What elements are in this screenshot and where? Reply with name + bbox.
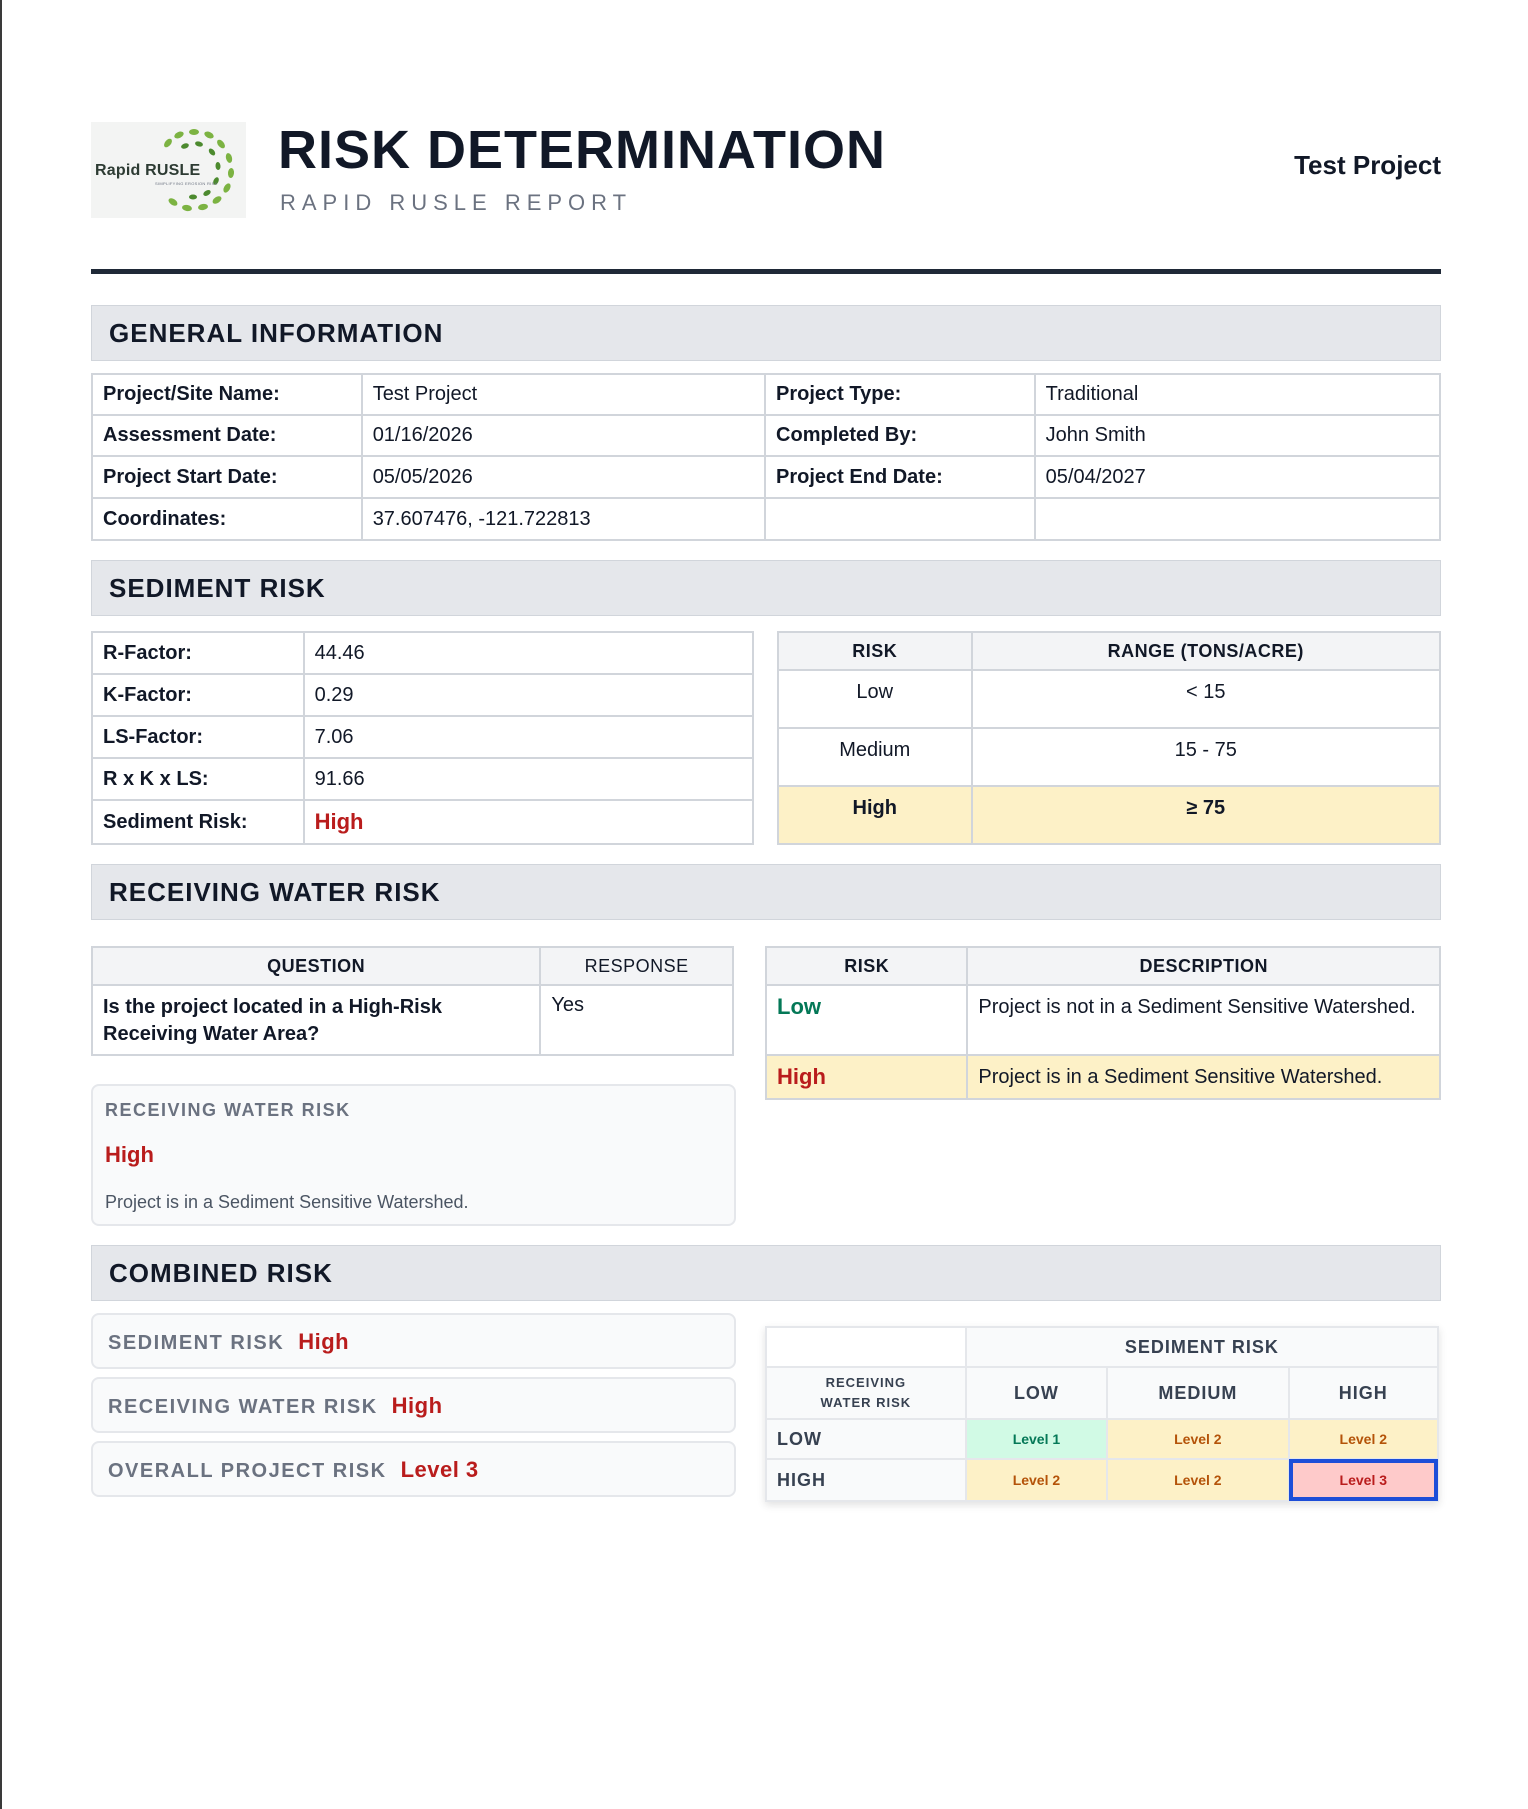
rapid-rusle-logo xyxy=(91,122,246,218)
field-label: Completed By: xyxy=(765,415,1035,456)
section-title: COMBINED RISK xyxy=(109,1258,333,1288)
field-value: John Smith xyxy=(1035,415,1440,456)
matrix-cell-selected: Level 3 xyxy=(1289,1459,1438,1501)
pill-label: OVERALL PROJECT RISK xyxy=(108,1460,387,1482)
pill-label: SEDIMENT RISK xyxy=(108,1332,285,1354)
risk-matrix xyxy=(765,1326,1439,1502)
factor-value: 0.29 xyxy=(304,674,753,716)
section-combined-risk xyxy=(91,1245,1441,1301)
field-value: 37.607476, -121.722813 xyxy=(362,498,765,540)
description-cell: Project is in a Sediment Sensitive Watershed. xyxy=(967,1055,1440,1099)
report-subtitle: RAPID RUSLE REPORT xyxy=(280,190,633,215)
factor-label: Sediment Risk: xyxy=(92,800,304,844)
field-label: Assessment Date: xyxy=(92,415,362,456)
table-row xyxy=(92,758,753,800)
matrix-row xyxy=(766,1459,1438,1501)
matrix-column-header-row xyxy=(766,1367,1438,1419)
matrix-cell: Level 2 xyxy=(1107,1459,1288,1501)
header-divider xyxy=(91,269,1441,274)
column-header: QUESTION xyxy=(92,947,540,985)
card-title: RECEIVING WATER RISK xyxy=(105,1100,351,1120)
range-cell: 15 - 75 xyxy=(972,728,1440,786)
combined-overall-project-risk xyxy=(91,1441,736,1497)
combined-sediment-risk xyxy=(91,1313,736,1369)
table-row-highlighted xyxy=(766,1055,1440,1099)
risk-cell: High xyxy=(766,1055,967,1099)
table-row xyxy=(92,374,1440,415)
range-cell: < 15 xyxy=(972,670,1440,728)
field-value: 05/04/2027 xyxy=(1035,456,1440,498)
field-label: Project/Site Name: xyxy=(92,374,362,415)
risk-cell: Low xyxy=(778,670,972,728)
range-cell: ≥ 75 xyxy=(972,786,1440,844)
card-risk-value: High xyxy=(105,1142,154,1167)
header-project-name: Test Project xyxy=(1294,150,1441,180)
pill-value: Level 3 xyxy=(400,1457,479,1482)
field-label xyxy=(765,498,1035,540)
factor-label: K-Factor: xyxy=(92,674,304,716)
factor-value: 7.06 xyxy=(304,716,753,758)
column-header: RESPONSE xyxy=(540,947,733,985)
table-row xyxy=(92,985,733,1055)
table-row xyxy=(92,498,1440,540)
response-value: Yes xyxy=(540,985,733,1055)
card-description: Project is in a Sediment Sensitive Watershed. xyxy=(105,1192,469,1212)
pill-value: High xyxy=(298,1329,350,1354)
matrix-column-header: LOW xyxy=(966,1367,1107,1419)
risk-cell: Low xyxy=(766,985,967,1055)
matrix-cell: Level 2 xyxy=(1107,1419,1288,1459)
field-value: Traditional xyxy=(1035,374,1440,415)
report-title: RISK DETERMINATION xyxy=(278,120,886,180)
factor-value: 91.66 xyxy=(304,758,753,800)
table-row xyxy=(766,985,1440,1055)
general-info-table xyxy=(91,373,1441,541)
factor-label: R x K x LS: xyxy=(92,758,304,800)
risk-cell: Medium xyxy=(778,728,972,786)
description-cell: Project is not in a Sediment Sensitive Watershed. xyxy=(967,985,1440,1055)
logo-wordmark: Rapid RUSLE xyxy=(95,162,201,179)
matrix-cell: Level 1 xyxy=(966,1419,1107,1459)
table-row xyxy=(92,800,753,844)
matrix-top-header: SEDIMENT RISK xyxy=(966,1327,1438,1367)
table-header-row xyxy=(766,947,1440,985)
matrix-blank-cell xyxy=(766,1327,966,1367)
question-text: Is the project located in a High-Risk Receiving Water Area? xyxy=(92,985,540,1055)
section-general-information xyxy=(91,305,1441,361)
pill-value: High xyxy=(391,1393,443,1418)
table-row xyxy=(92,716,753,758)
table-header-row xyxy=(92,947,733,985)
matrix-cell: Level 2 xyxy=(1289,1419,1438,1459)
matrix-corner-label: RECEIVING WATER RISK xyxy=(766,1367,966,1419)
sediment-range-table xyxy=(777,631,1441,845)
field-label: Project Start Date: xyxy=(92,456,362,498)
matrix-row-header: LOW xyxy=(766,1419,966,1459)
section-title: RECEIVING WATER RISK xyxy=(109,877,441,907)
field-value xyxy=(1035,498,1440,540)
pill-label: RECEIVING WATER RISK xyxy=(108,1396,378,1418)
field-value: 05/05/2026 xyxy=(362,456,765,498)
section-title: SEDIMENT RISK xyxy=(109,573,326,603)
table-row-highlighted xyxy=(778,786,1440,844)
section-title: GENERAL INFORMATION xyxy=(109,318,444,348)
report-header xyxy=(91,118,1441,228)
table-row xyxy=(778,670,1440,728)
table-row xyxy=(92,415,1440,456)
field-label: Project Type: xyxy=(765,374,1035,415)
receiving-water-risk-card xyxy=(91,1084,736,1226)
sediment-risk-value: High xyxy=(304,800,753,844)
receiving-question-table xyxy=(91,946,734,1056)
factor-value: 44.46 xyxy=(304,632,753,674)
table-header-row xyxy=(778,632,1440,670)
receiving-description-table xyxy=(765,946,1441,1100)
matrix-row-header: HIGH xyxy=(766,1459,966,1501)
table-row xyxy=(92,632,753,674)
matrix-top-header-row xyxy=(766,1327,1438,1367)
field-value: Test Project xyxy=(362,374,765,415)
field-value: 01/16/2026 xyxy=(362,415,765,456)
factor-label: LS-Factor: xyxy=(92,716,304,758)
matrix-column-header: MEDIUM xyxy=(1107,1367,1288,1419)
table-row xyxy=(92,674,753,716)
logo-tagline: SIMPLIFYING EROSION RISK xyxy=(155,181,218,186)
field-label: Project End Date: xyxy=(765,456,1035,498)
column-header: DESCRIPTION xyxy=(967,947,1440,985)
matrix-cell: Level 2 xyxy=(966,1459,1107,1501)
table-row xyxy=(778,728,1440,786)
combined-receiving-water-risk xyxy=(91,1377,736,1433)
section-receiving-water-risk xyxy=(91,864,1441,920)
matrix-column-header: HIGH xyxy=(1289,1367,1438,1419)
matrix-row xyxy=(766,1419,1438,1459)
column-header: RANGE (TONS/ACRE) xyxy=(972,632,1440,670)
risk-cell: High xyxy=(778,786,972,844)
section-sediment-risk xyxy=(91,560,1441,616)
factor-label: R-Factor: xyxy=(92,632,304,674)
sediment-factors-table xyxy=(91,631,754,845)
field-label: Coordinates: xyxy=(92,498,362,540)
page-edge xyxy=(0,0,2,1809)
column-header: RISK xyxy=(766,947,967,985)
column-header: RISK xyxy=(778,632,972,670)
table-row xyxy=(92,456,1440,498)
